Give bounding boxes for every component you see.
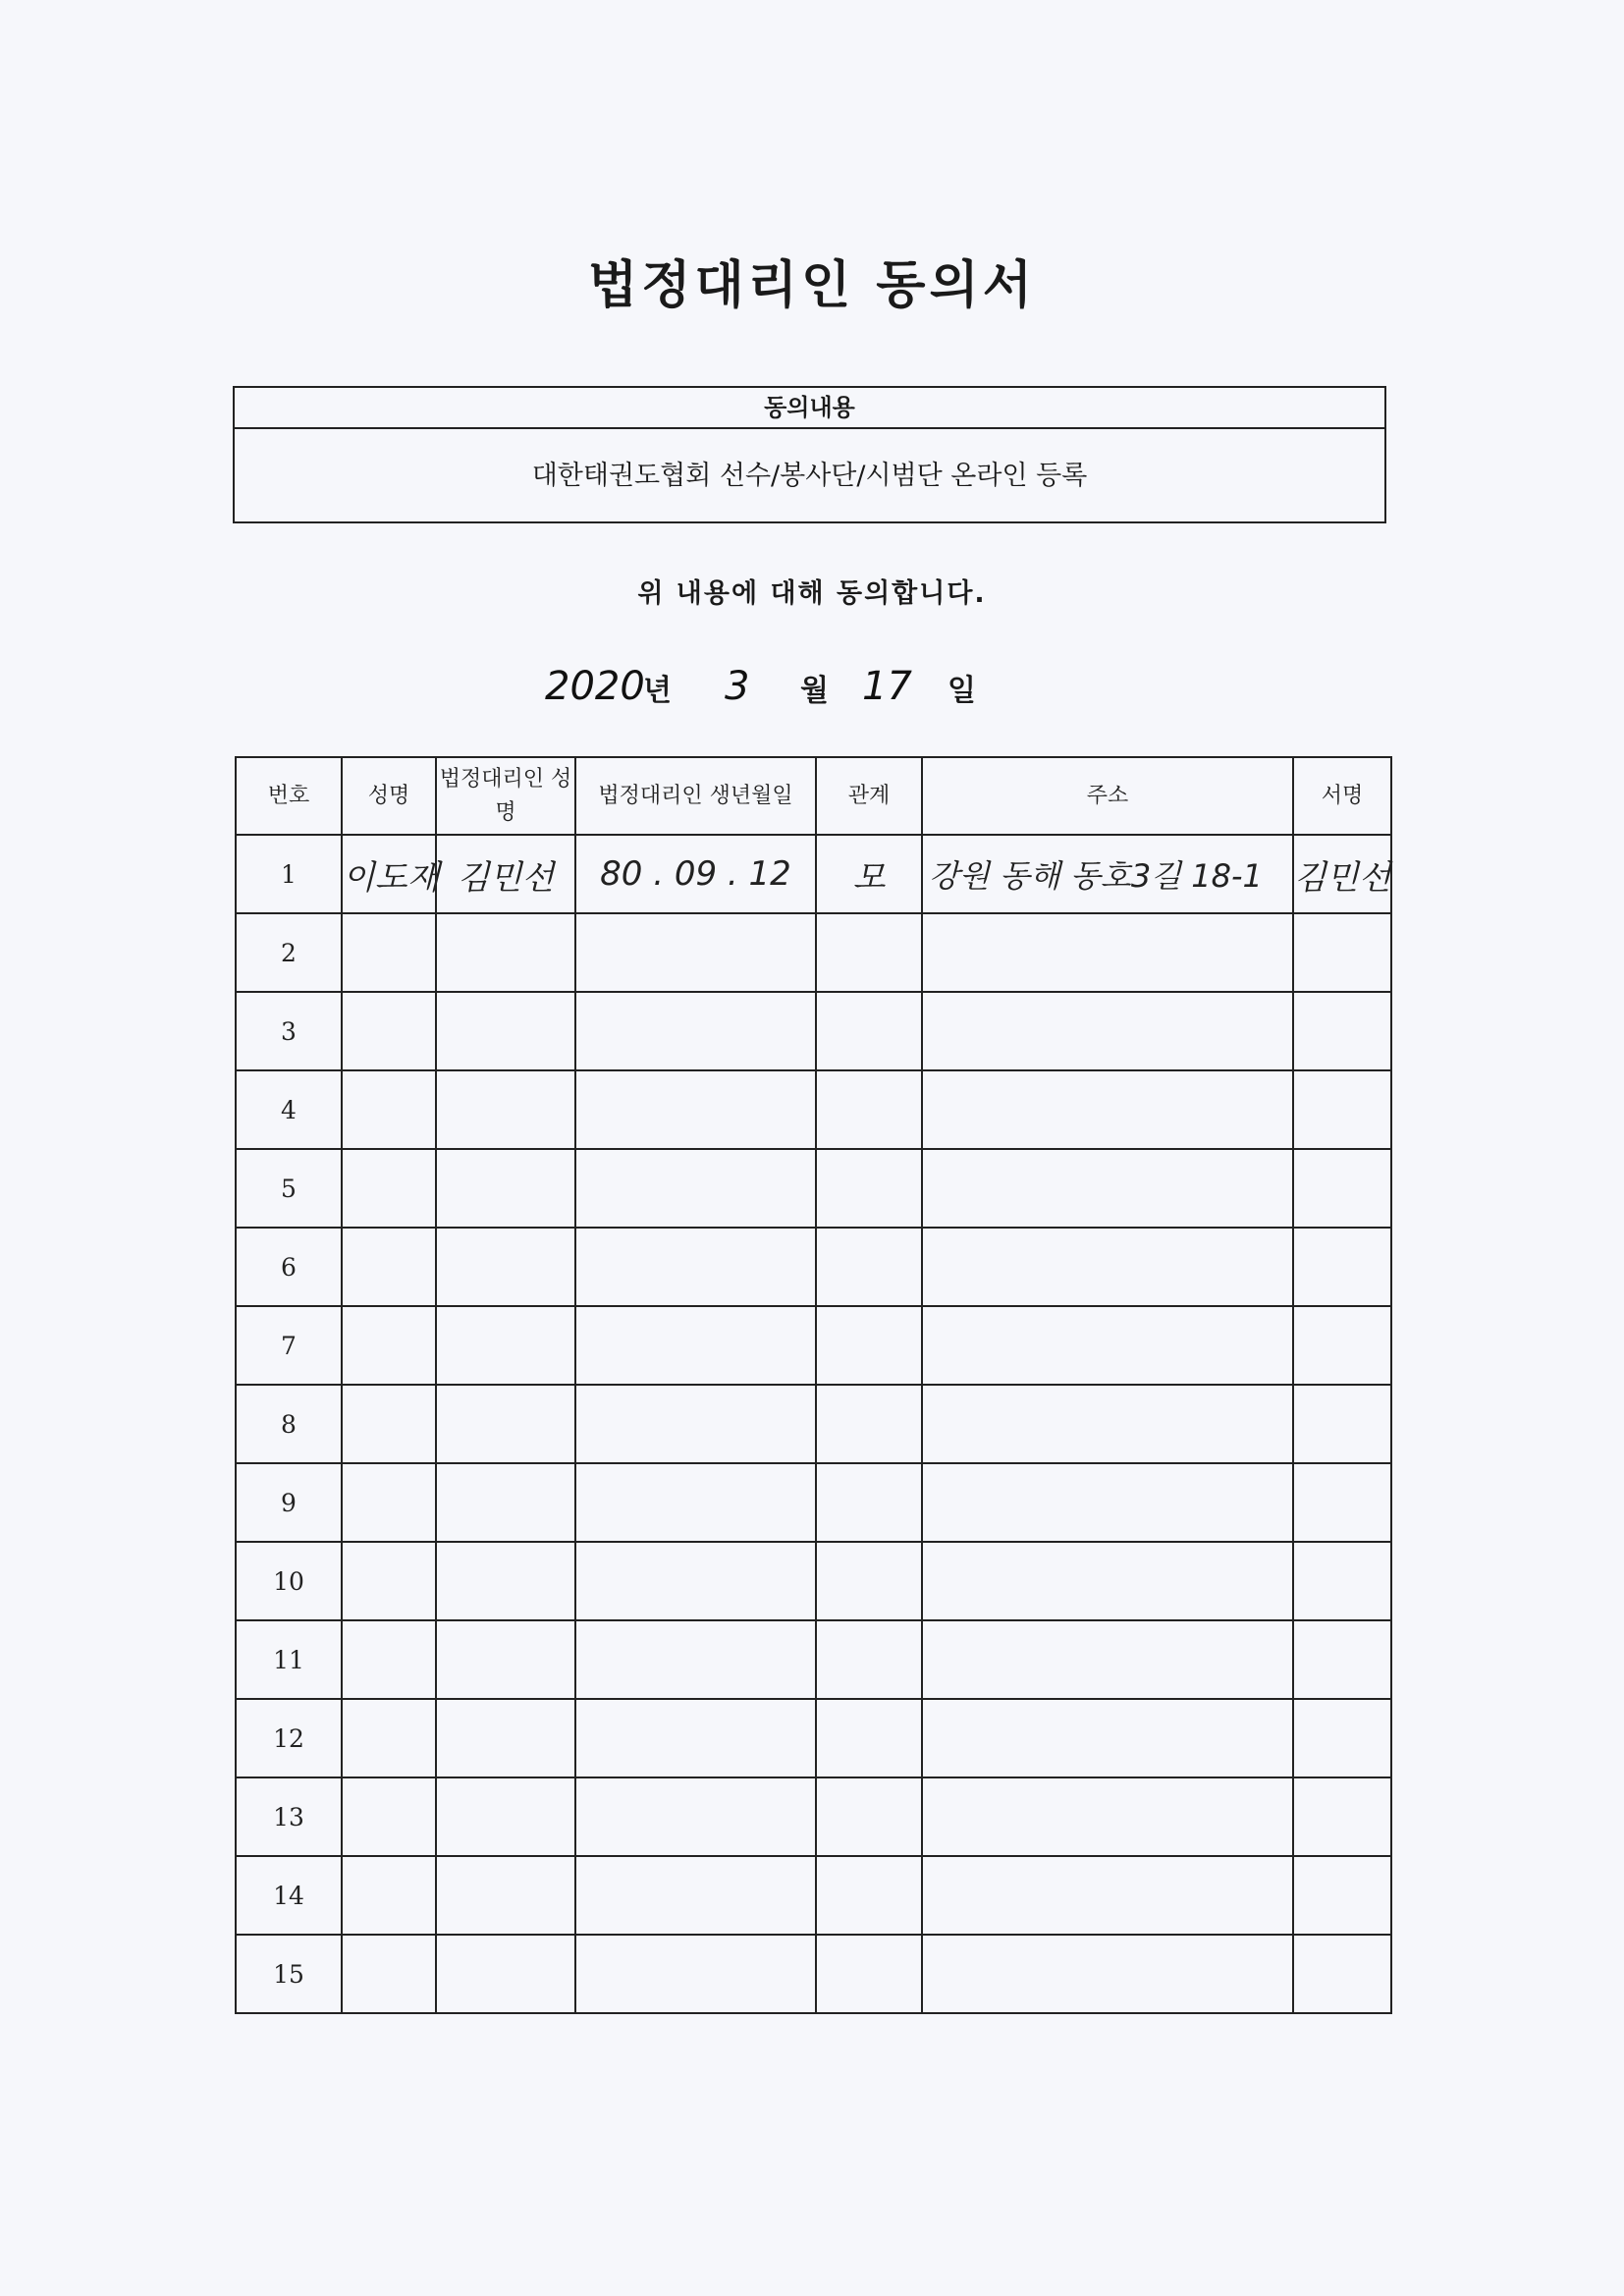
- row-number: 1: [236, 835, 342, 913]
- signature-field[interactable]: [1293, 1542, 1391, 1620]
- signature-field[interactable]: [1293, 1070, 1391, 1149]
- relation-field[interactable]: [816, 1070, 922, 1149]
- guardian-birth-field[interactable]: [575, 1463, 816, 1542]
- address-field[interactable]: [922, 1228, 1293, 1306]
- relation-field[interactable]: [816, 1620, 922, 1699]
- guardian-birth-field[interactable]: [575, 1228, 816, 1306]
- row-number: 5: [236, 1149, 342, 1228]
- table-row: [236, 1306, 1391, 1385]
- guardian-name-field[interactable]: [436, 1542, 575, 1620]
- signature-field[interactable]: [1293, 1228, 1391, 1306]
- signature-field[interactable]: 김민선: [1293, 835, 1391, 913]
- guardian-birth-field[interactable]: 80 . 09 . 12: [575, 835, 816, 913]
- relation-field[interactable]: [816, 1149, 922, 1228]
- guardian-birth-field[interactable]: [575, 1856, 816, 1935]
- signature-field[interactable]: [1293, 1306, 1391, 1385]
- table-row: [236, 1070, 1391, 1149]
- guardian-name-field[interactable]: [436, 1699, 575, 1777]
- table-row: [236, 1699, 1391, 1777]
- relation-field[interactable]: [816, 1306, 922, 1385]
- address-field[interactable]: [922, 1385, 1293, 1463]
- date-month-label: 월: [800, 674, 829, 708]
- signature-field[interactable]: [1293, 1699, 1391, 1777]
- guardian-name-field[interactable]: [436, 1385, 575, 1463]
- relation-field[interactable]: [816, 1935, 922, 2013]
- guardian-name-field[interactable]: [436, 1149, 575, 1228]
- guardian-name-field[interactable]: [436, 1856, 575, 1935]
- row-number: 14: [236, 1856, 342, 1935]
- table-body: [236, 835, 1391, 2013]
- relation-field[interactable]: [816, 1463, 922, 1542]
- address-field[interactable]: [922, 1620, 1293, 1699]
- table-row: [236, 992, 1391, 1070]
- signature-field[interactable]: [1293, 1935, 1391, 2013]
- guardian-birth-field[interactable]: [575, 1699, 816, 1777]
- guardian-name-field[interactable]: [436, 992, 575, 1070]
- address-field[interactable]: [922, 1856, 1293, 1935]
- agreement-statement: 위 내용에 대해 동의합니다.: [637, 578, 987, 609]
- table-row: [236, 1620, 1391, 1699]
- name-field[interactable]: [342, 1149, 436, 1228]
- signature-field[interactable]: [1293, 1620, 1391, 1699]
- guardian-birth-field[interactable]: [575, 1935, 816, 2013]
- row-number: 9: [236, 1463, 342, 1542]
- guardian-name-field[interactable]: [436, 1228, 575, 1306]
- relation-field[interactable]: [816, 992, 922, 1070]
- table-row: [236, 1149, 1391, 1228]
- guardian-birth-field[interactable]: [575, 1070, 816, 1149]
- header-signature: 서명: [1293, 757, 1391, 835]
- signature-field[interactable]: [1293, 1463, 1391, 1542]
- guardian-birth-field[interactable]: [575, 1385, 816, 1463]
- date-year-label: 년: [643, 674, 672, 708]
- header-guardian-birth: 법정대리인 생년월일: [575, 757, 816, 835]
- signature-field[interactable]: [1293, 1777, 1391, 1856]
- address-field[interactable]: [922, 1070, 1293, 1149]
- guardian-birth-field[interactable]: [575, 1306, 816, 1385]
- name-field[interactable]: [342, 1070, 436, 1149]
- name-field[interactable]: [342, 1542, 436, 1620]
- relation-field[interactable]: [816, 1856, 922, 1935]
- name-field[interactable]: [342, 1620, 436, 1699]
- guardian-name-field[interactable]: [436, 1070, 575, 1149]
- relation-field[interactable]: [816, 1699, 922, 1777]
- row-number: 10: [236, 1542, 342, 1620]
- date-year-value[interactable]: 2020: [545, 664, 645, 709]
- name-field[interactable]: [342, 1385, 436, 1463]
- row-number: 15: [236, 1935, 342, 2013]
- table-row: [236, 1542, 1391, 1620]
- row-number: 8: [236, 1385, 342, 1463]
- name-field[interactable]: [342, 1228, 436, 1306]
- address-field[interactable]: [922, 1699, 1293, 1777]
- guardian-name-field[interactable]: 김민선: [436, 835, 575, 913]
- row-number: 3: [236, 992, 342, 1070]
- address-field[interactable]: [922, 1463, 1293, 1542]
- consent-content: 대한태권도협회 선수/봉사단/시범단 온라인 등록: [531, 461, 1088, 491]
- header-name: 성명: [342, 757, 436, 835]
- table-row: [236, 1935, 1391, 2013]
- row-number: 13: [236, 1777, 342, 1856]
- row-number: 12: [236, 1699, 342, 1777]
- page-title: 법정대리인 동의서: [588, 256, 1036, 315]
- date-month-value[interactable]: 3: [725, 664, 750, 709]
- guardian-name-field[interactable]: [436, 1935, 575, 2013]
- table-header-row: [236, 757, 1391, 835]
- relation-field[interactable]: [816, 913, 922, 992]
- address-field[interactable]: [922, 1542, 1293, 1620]
- name-field[interactable]: [342, 1463, 436, 1542]
- address-field[interactable]: [922, 1149, 1293, 1228]
- table-row: [236, 1856, 1391, 1935]
- name-field[interactable]: [342, 1699, 436, 1777]
- consent-box: [233, 386, 1386, 523]
- guardian-name-field[interactable]: [436, 1463, 575, 1542]
- address-field[interactable]: [922, 913, 1293, 992]
- table-row: [236, 1228, 1391, 1306]
- row-number: 7: [236, 1306, 342, 1385]
- guardian-name-field[interactable]: [436, 913, 575, 992]
- relation-field[interactable]: [816, 1777, 922, 1856]
- consent-header: 동의내용: [235, 388, 1384, 429]
- relation-field[interactable]: [816, 1385, 922, 1463]
- date-day-label: 일: [947, 674, 976, 708]
- table-row: [236, 913, 1391, 992]
- relation-field[interactable]: [816, 1542, 922, 1620]
- address-field[interactable]: [922, 1777, 1293, 1856]
- guardian-name-field[interactable]: [436, 1620, 575, 1699]
- table-row: [236, 1463, 1391, 1542]
- name-field[interactable]: [342, 1935, 436, 2013]
- row-number: 11: [236, 1620, 342, 1699]
- address-field[interactable]: 강원 동해 동호3길 18-1: [922, 835, 1293, 913]
- header-relation: 관계: [816, 757, 922, 835]
- signature-field[interactable]: [1293, 913, 1391, 992]
- row-number: 2: [236, 913, 342, 992]
- guardian-birth-field[interactable]: [575, 913, 816, 992]
- name-field[interactable]: [342, 913, 436, 992]
- name-field[interactable]: [342, 1777, 436, 1856]
- signature-field[interactable]: [1293, 1856, 1391, 1935]
- table-row: [236, 1385, 1391, 1463]
- relation-field[interactable]: [816, 1228, 922, 1306]
- header-guardian-name: 법정대리인 성명: [436, 757, 575, 835]
- guardian-name-field[interactable]: [436, 1777, 575, 1856]
- header-no: 번호: [236, 757, 342, 835]
- name-field[interactable]: 이도재: [342, 835, 436, 913]
- address-field[interactable]: [922, 1935, 1293, 2013]
- guardian-birth-field[interactable]: [575, 1620, 816, 1699]
- signature-field[interactable]: [1293, 1385, 1391, 1463]
- guardian-birth-field[interactable]: [575, 1149, 816, 1228]
- name-field[interactable]: [342, 1856, 436, 1935]
- row-number: 4: [236, 1070, 342, 1149]
- signature-field[interactable]: [1293, 992, 1391, 1070]
- date-line: [0, 656, 1624, 715]
- guardian-name-field[interactable]: [436, 1306, 575, 1385]
- signature-field[interactable]: [1293, 1149, 1391, 1228]
- address-field[interactable]: [922, 992, 1293, 1070]
- name-field[interactable]: [342, 1306, 436, 1385]
- guardian-birth-field[interactable]: [575, 1542, 816, 1620]
- address-field[interactable]: [922, 1306, 1293, 1385]
- table-row: [236, 1777, 1391, 1856]
- date-day-value[interactable]: 17: [862, 664, 912, 709]
- row-number: 6: [236, 1228, 342, 1306]
- guardian-birth-field[interactable]: [575, 992, 816, 1070]
- header-address: 주소: [922, 757, 1293, 835]
- relation-field[interactable]: 모: [816, 835, 922, 913]
- guardian-birth-field[interactable]: [575, 1777, 816, 1856]
- guardian-table: [235, 756, 1390, 2014]
- table-row: [236, 835, 1391, 913]
- name-field[interactable]: [342, 992, 436, 1070]
